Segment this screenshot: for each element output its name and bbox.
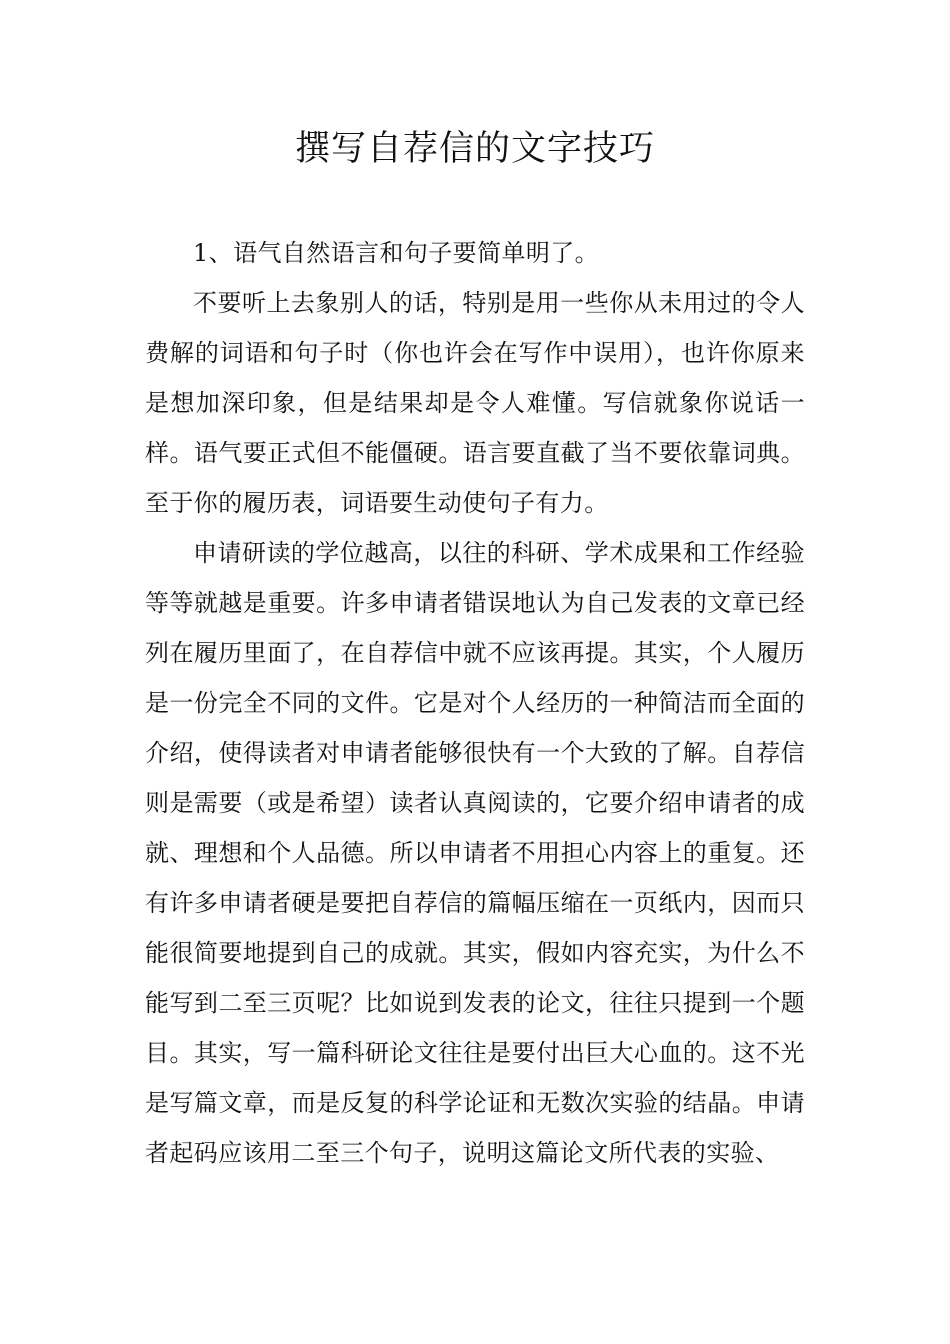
- document-title: 撰写自荐信的文字技巧: [294, 129, 655, 169]
- document-body: [145, 228, 805, 1178]
- paragraph-research-achievements: 申请研读的学位越高，以往的科研、学术成果和工作经验等等就越是重要。许多申请者错误地认为自己发表的文章已经列在履历里面了，在自荐信中就不应该再提。其实，个人履历是一份完全不同的文件。它是对个人经历的一种简洁而全面的介绍，使得读者对申请者能够很快有一个大致的了解。自荐信则是需要（或是希望）读者认真阅读的，它要介绍申请者的成就、理想和个人品德。所以申请者不用担心内容上的重复。还有许多申请者硬是要把自荐信的篇幅压缩在一页纸内，因而只能很简要地提到自己的成就。其实，假如内容充实，为什么不能写到二至三页呢？比如说到发表的论文，往往只提到一个题目。其实，写一篇科研论文往往是要付出巨大心血的。这不光是写篇文章，而是反复的科学论证和无数次实验的结晶。申请者起码应该用二至三个句子，说明这篇论文所代表的实验、: [145, 539, 805, 1167]
- paragraph-language-tips: 不要听上去象别人的话，特别是用一些你从未用过的令人费解的词语和句子时（你也许会在写作中误用），也许你原来是想加深印象，但是结果却是令人难懂。写信就象你说话一样。语气要正式但不能僵硬。语言要直截了当不要依靠词典。至于你的履历表，词语要生动使句子有力。: [145, 289, 805, 517]
- paragraph-heading-1: 1、语气自然语言和句子要简单明了。: [193, 239, 600, 267]
